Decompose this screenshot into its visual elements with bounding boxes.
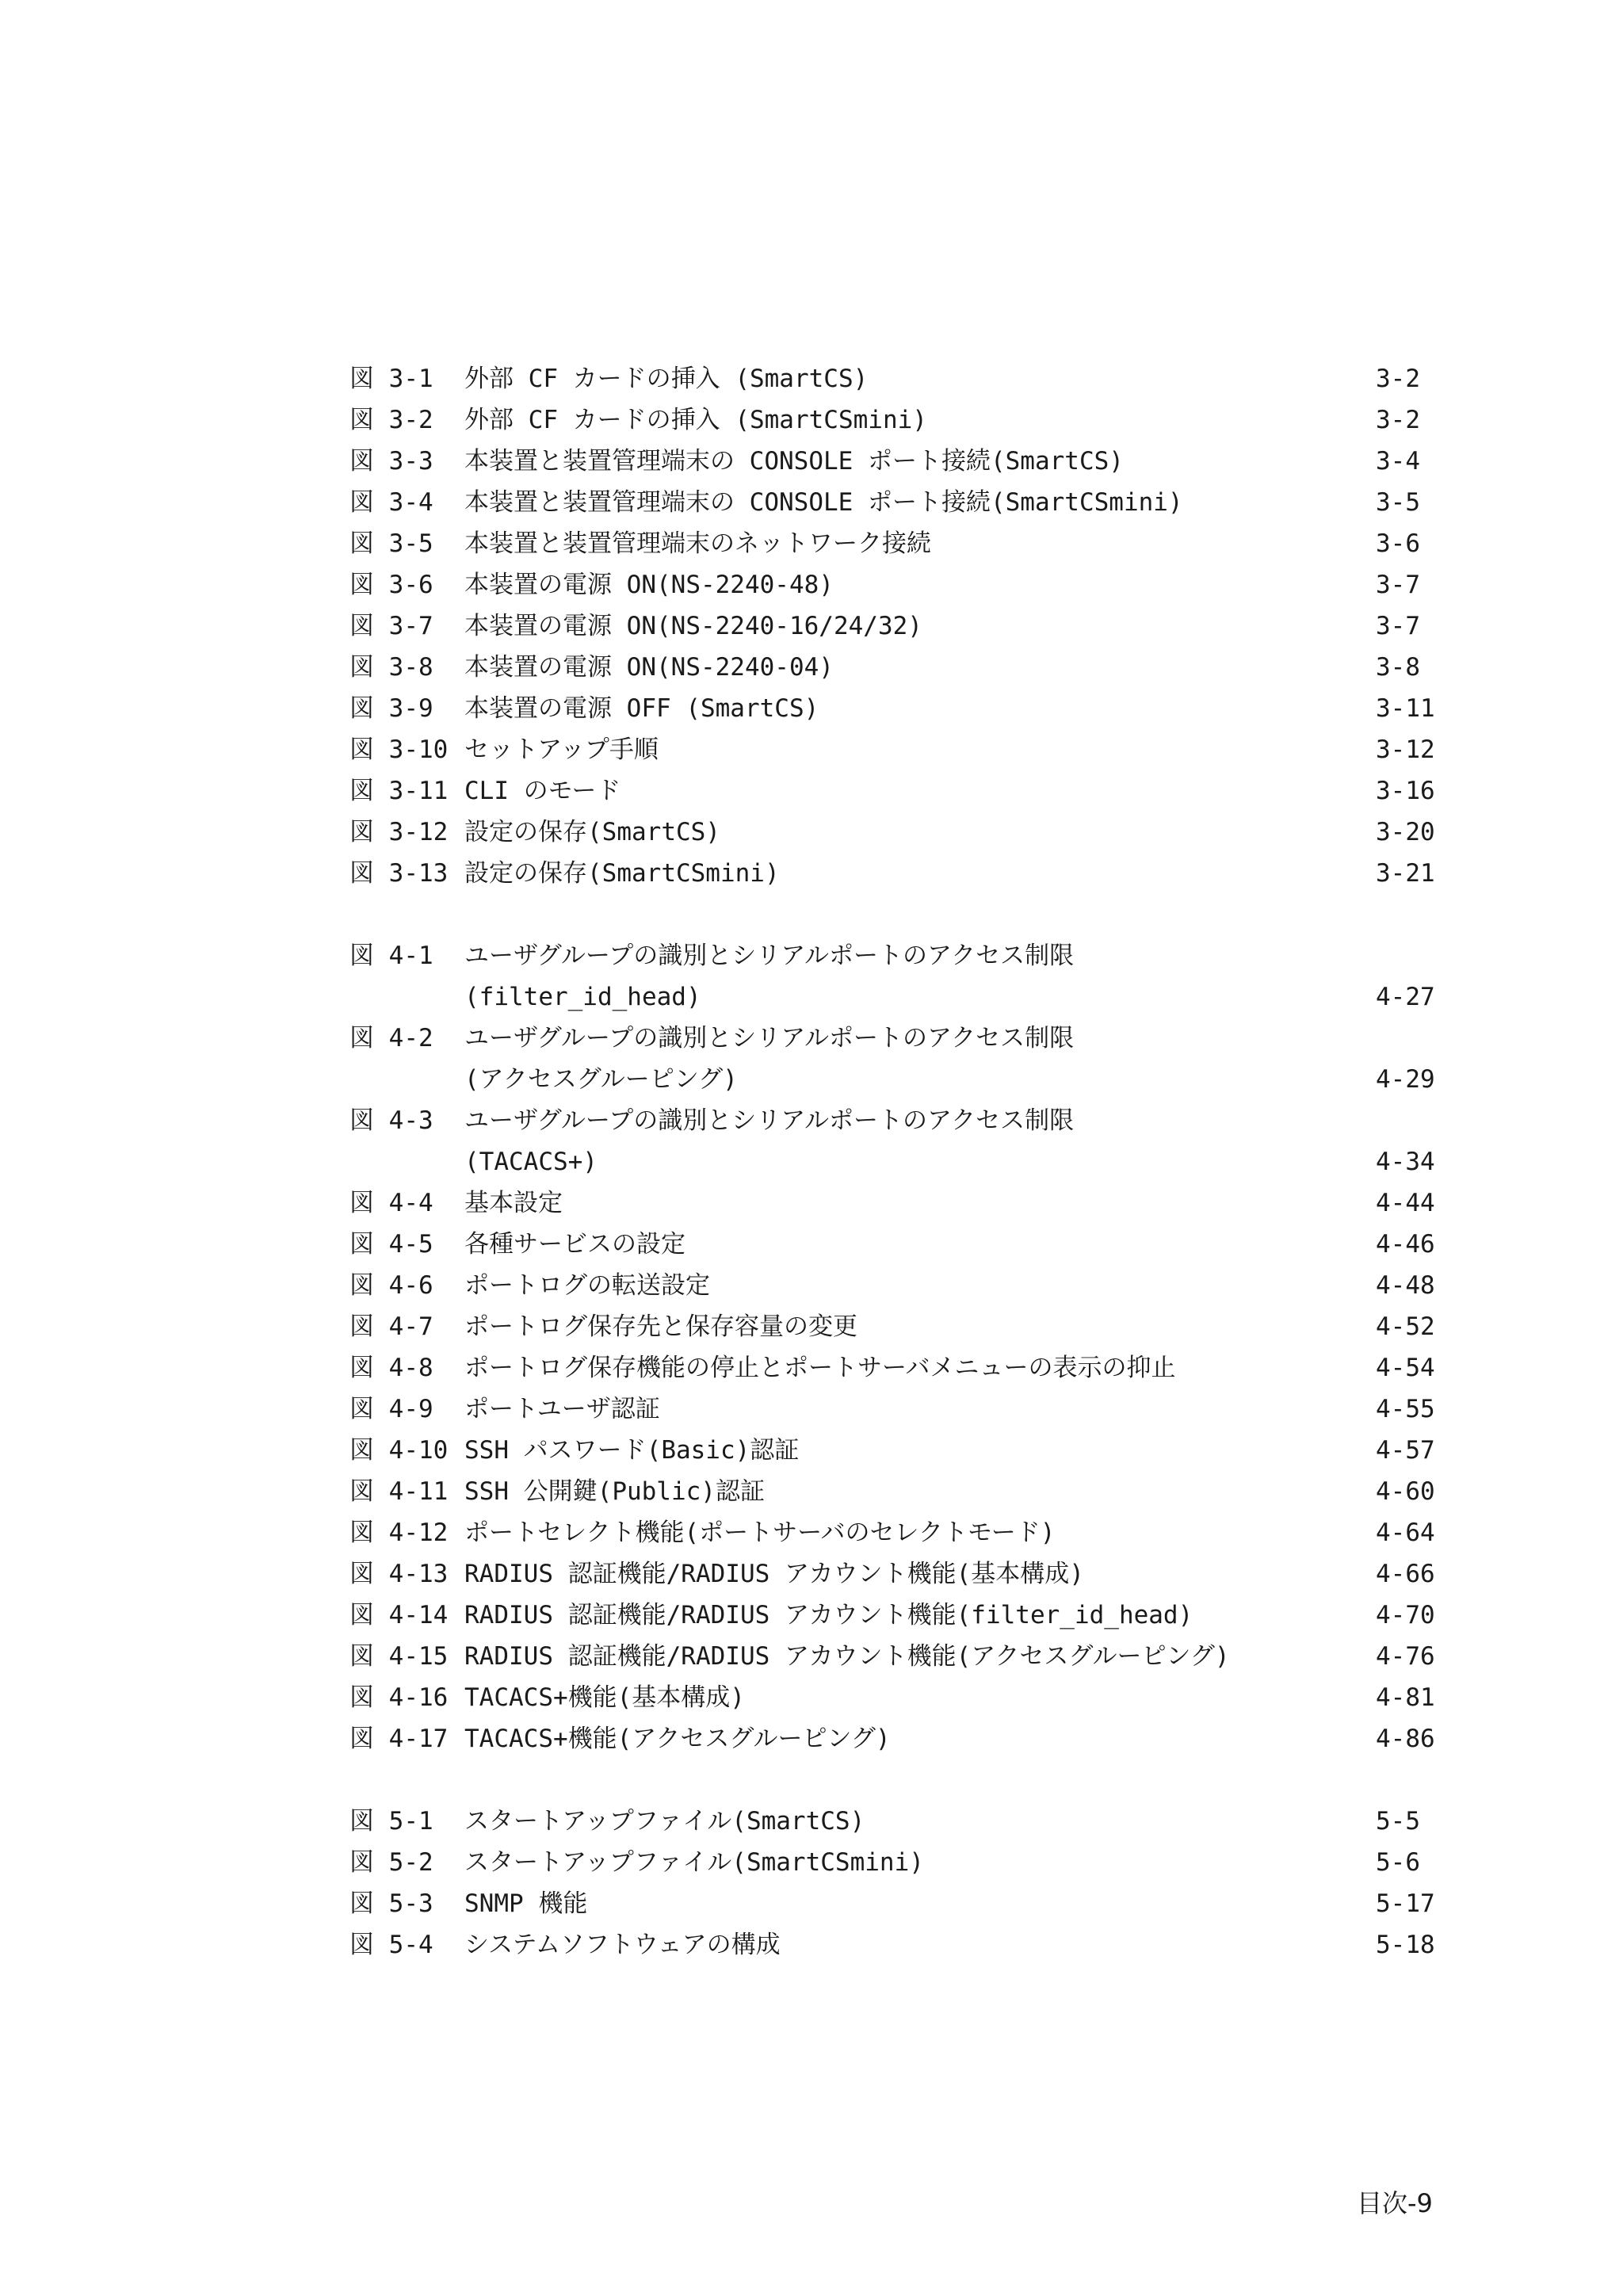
figure-group [349,358,1443,894]
figure-group [349,935,1443,1759]
figure-title: 外部 CF カードの挿入 (SmartCSmini) [464,406,927,434]
figure-entry [349,770,1443,812]
figure-page: 4-57 [1376,1436,1435,1465]
figure-number: 図 4-2 [349,1024,433,1052]
page-number: 目次-9 [1357,2188,1433,2218]
figure-page: 3-6 [1376,529,1420,558]
figure-title: 本装置の電源 ON(NS-2240-16/24/32) [464,612,922,640]
figure-entry [349,1347,1443,1389]
figure-number: 図 3-6 [349,571,433,599]
figure-number: 図 4-14 [349,1601,449,1629]
figure-number: 図 4-5 [349,1230,433,1259]
figure-title: ポートユーザ認証 [464,1395,660,1423]
figure-entry [349,399,1443,441]
figure-number: 図 3-1 [349,365,433,393]
figure-entry [349,606,1443,647]
figure-number: 図 5-3 [349,1889,433,1918]
figure-number: 図 4-9 [349,1395,433,1423]
figure-title: (filter_id_head) [464,983,701,1011]
figure-number: 図 4-17 [349,1725,449,1753]
figure-entry [349,812,1443,853]
figure-number: 図 5-1 [349,1807,433,1836]
figure-page: 4-48 [1376,1271,1435,1300]
figure-number: 図 3-4 [349,488,433,517]
figure-title: ユーザグループの識別とシリアルポートのアクセス制限 [464,1024,1075,1052]
figure-entry [349,853,1443,894]
figure-title: RADIUS 認証機能/RADIUS アカウント機能(アクセスグルーピング) [464,1642,1230,1671]
figure-entry [349,647,1443,688]
figure-entry [349,1224,1443,1265]
figure-entry [349,1100,1443,1141]
figure-title: ポートログの転送設定 [464,1271,710,1300]
figure-page: 3-5 [1376,488,1420,517]
figure-title: ポートログ保存先と保存容量の変更 [464,1312,857,1341]
figure-title: 外部 CF カードの挿入 (SmartCS) [464,365,869,393]
figure-number: 図 4-12 [349,1519,449,1547]
figure-number: 図 4-11 [349,1477,449,1506]
figure-title: 本装置の電源 ON(NS-2240-04) [464,653,834,682]
figure-title: TACACS+機能(アクセスグルーピング) [464,1725,891,1753]
figure-page: 4-81 [1376,1683,1435,1712]
figure-number: 図 4-10 [349,1436,449,1465]
figure-number: 図 5-4 [349,1931,433,1959]
figure-title: 各種サービスの設定 [464,1230,685,1259]
figure-title: 本装置の電源 OFF (SmartCS) [464,694,819,723]
figure-group [349,1801,1443,1966]
figure-title: 設定の保存(SmartCSmini) [464,859,780,888]
figure-title: (TACACS+) [464,1148,598,1176]
figure-number: 図 3-11 [349,777,449,805]
figure-entry [349,1553,1443,1595]
figure-entry [349,1265,1443,1306]
figure-title: 基本設定 [464,1189,563,1217]
figure-page: 4-86 [1376,1725,1435,1753]
figure-title: SSH 公開鍵(Public)認証 [464,1477,765,1506]
figure-page: 4-44 [1376,1189,1435,1217]
figure-entry [349,729,1443,770]
figure-title: 本装置と装置管理端末の CONSOLE ポート接続(SmartCSmini) [464,488,1183,517]
figure-page: 3-12 [1376,735,1435,764]
figure-entry [349,1842,1443,1883]
figure-title: SSH パスワード(Basic)認証 [464,1436,800,1465]
figure-title: 本装置の電源 ON(NS-2240-48) [464,571,834,599]
figure-entry [349,1636,1443,1677]
figure-entry [349,1018,1443,1059]
figure-entry [349,1924,1443,1966]
figure-entry [349,1801,1443,1842]
figure-entry [349,564,1443,606]
figure-title: (アクセスグルーピング) [464,1065,738,1094]
figure-entry [349,523,1443,564]
figure-page: 4-54 [1376,1354,1435,1382]
figure-title: TACACS+機能(基本構成) [464,1683,745,1712]
figure-title: スタートアップファイル(SmartCSmini) [464,1848,924,1877]
figure-page: 3-2 [1376,365,1420,393]
figure-page: 4-60 [1376,1477,1435,1506]
figure-page: 4-46 [1376,1230,1435,1259]
figure-title: システムソフトウェアの構成 [464,1931,781,1959]
figure-page: 4-27 [1376,983,1435,1011]
figure-number: 図 4-15 [349,1642,449,1671]
figure-number: 図 4-13 [349,1560,449,1588]
figure-page: 4-52 [1376,1312,1435,1341]
figure-page: 5-5 [1376,1807,1420,1836]
figure-entry [349,1595,1443,1636]
figure-title: RADIUS 認証機能/RADIUS アカウント機能(filter_id_head) [464,1601,1193,1629]
figure-page: 3-11 [1376,694,1435,723]
figure-entry [349,1883,1443,1924]
figure-number: 図 4-6 [349,1271,433,1300]
figure-entry [349,358,1443,399]
figure-title: 設定の保存(SmartCS) [464,818,720,846]
figure-entry [349,1718,1443,1759]
figure-entry [349,1306,1443,1347]
figure-page: 4-76 [1376,1642,1435,1671]
figure-page: 3-16 [1376,777,1435,805]
figure-page: 4-29 [1376,1065,1435,1094]
figure-number: 図 4-4 [349,1189,433,1217]
figure-title: スタートアップファイル(SmartCS) [464,1807,865,1836]
figure-entry [349,1471,1443,1512]
figure-title: ユーザグループの識別とシリアルポートのアクセス制限 [464,1106,1075,1135]
figure-number: 図 3-7 [349,612,433,640]
figure-page: 3-7 [1376,571,1420,599]
figure-page: 4-34 [1376,1148,1435,1176]
figure-number: 図 3-10 [349,735,449,764]
figure-list [349,358,1443,2007]
figure-entry [349,482,1443,523]
figure-number: 図 4-7 [349,1312,433,1341]
figure-entry [349,1182,1443,1224]
figure-entry [349,1512,1443,1553]
figure-number: 図 3-9 [349,694,433,723]
figure-entry [349,688,1443,729]
figure-number: 図 3-3 [349,447,433,476]
figure-title: ユーザグループの識別とシリアルポートのアクセス制限 [464,942,1075,970]
figure-page: 5-6 [1376,1848,1420,1877]
figure-number: 図 4-16 [349,1683,449,1712]
figure-number: 図 3-2 [349,406,433,434]
figure-entry [349,976,1443,1018]
figure-page: 5-18 [1376,1931,1435,1959]
figure-number: 図 3-8 [349,653,433,682]
figure-entry [349,1430,1443,1471]
figure-number: 図 4-8 [349,1354,433,1382]
figure-number: 図 4-3 [349,1106,433,1135]
figure-title: セットアップ手順 [464,735,659,764]
figure-entry [349,1389,1443,1430]
figure-number: 図 4-1 [349,942,433,970]
figure-title: RADIUS 認証機能/RADIUS アカウント機能(基本構成) [464,1560,1084,1588]
figure-title: 本装置と装置管理端末のネットワーク接続 [464,529,931,558]
figure-title: CLI のモード [464,777,621,805]
figure-page: 3-20 [1376,818,1435,846]
figure-title: 本装置と装置管理端末の CONSOLE ポート接続(SmartCS) [464,447,1124,476]
figure-page: 3-8 [1376,653,1420,682]
figure-entry [349,1141,1443,1182]
figure-title: SNMP 機能 [464,1889,588,1918]
figure-number: 図 5-2 [349,1848,433,1877]
figure-page: 4-64 [1376,1519,1435,1547]
figure-entry [349,1059,1443,1100]
figure-title: ポートセレクト機能(ポートサーバのセレクトモード) [464,1519,1056,1547]
figure-page: 4-55 [1376,1395,1435,1423]
figure-number: 図 3-5 [349,529,433,558]
figure-entry [349,935,1443,976]
figure-page: 3-21 [1376,859,1435,888]
figure-title: ポートログ保存機能の停止とポートサーバメニューの表示の抑止 [464,1354,1176,1382]
figure-page: 3-2 [1376,406,1420,434]
figure-number: 図 3-12 [349,818,449,846]
figure-entry [349,441,1443,482]
figure-page: 4-70 [1376,1601,1435,1629]
figure-entry [349,1677,1443,1718]
figure-page: 3-7 [1376,612,1420,640]
figure-page: 3-4 [1376,447,1420,476]
figure-number: 図 3-13 [349,859,449,888]
figure-page: 5-17 [1376,1889,1435,1918]
figure-page: 4-66 [1376,1560,1435,1588]
